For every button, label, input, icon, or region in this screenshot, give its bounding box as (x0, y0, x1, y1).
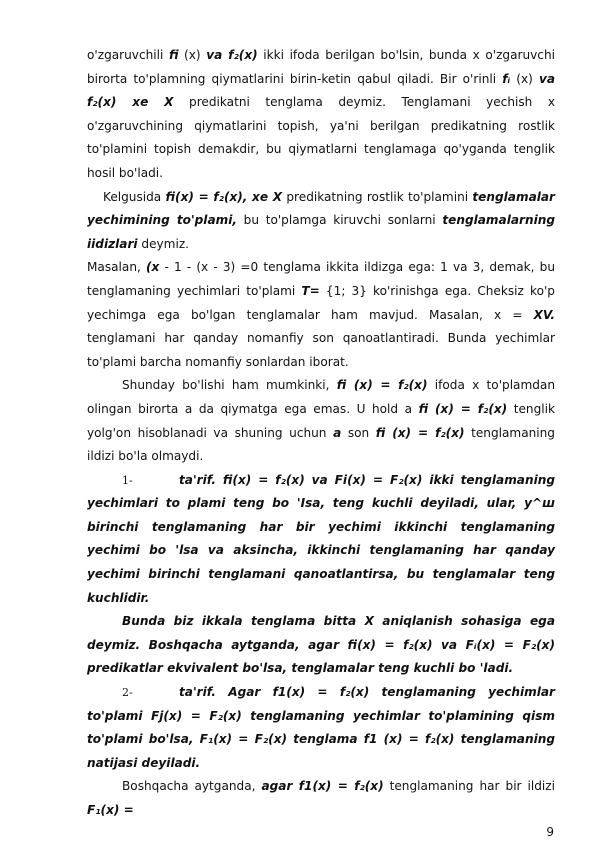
definition-text: ta'rif. Agar f1(x) = f₂(x) tenglamaning yechimlar to'plami Fj(x) = F₂(x) tenglamaning yechimlar to'plamining qism to'plami bo'lsa, F₁(x) = F₂(x) tenglama f1 (x) = f₂(x) tenglamaning natijasi deyiladi. (87, 685, 555, 770)
paragraph-equation-definition: o'zgaruvchili fi (x) va f₂(x) ikki ifoda berilgan bo'lsin, bunda x o'zgaruvchi birorta to'plamning qiymatlarini birin-ketin qabul qiladi. Bir o'rinli fᵢ (x) va f₂(x) xe X predikatni tenglama deymiz. Tenglamani yechish x o'zgaruvchining qiymatlarini topish, ya'ni berilgan predikatning rostlik to'plamini topish demakdir, bu qiymatlarni tenglamaga qo'yganda tenglik hosil bo'ladi. (87, 48, 555, 180)
definition-1 (87, 469, 555, 611)
paragraph-no-value: Shunday bo'lishi ham mumkinki, fi (x) = f₂(x) ifoda x to'plamdan olingan birorta a da qiymatga ega emas. U hold a fi (x) = f₂(x) tenglik yolg'on hisoblanadi va shuning uchun a son fi (x) = f₂(x) tenglamaning ildizi bo'la olmaydi. (87, 378, 555, 464)
paragraph-example: Masalan, (x - 1 - (x - 3) =0 tenglama ikkita ildizga ega: 1 va 3, demak, bu tenglamaning yechimlari to'plami T= {1; 3} ko'rinishga ega. Cheksiz ko'p yechimga ega bo'lgan tenglamalar ham mavjud. Masalan, x = XV. tenglamani har qanday nomanfiy son qanoatlantiradi. Bunda yechimlar to'plami barcha nomanfiy sonlardan iborat. (87, 260, 555, 369)
paragraph-consequence: Boshqacha aytganda, agar f1(x) = f₂(x) tenglamaning har bir ildizi F₁(x) = (87, 779, 555, 817)
page-content (87, 44, 555, 823)
definition-number: 1- (122, 473, 133, 487)
paragraph-solution-set: Kelgusida fi(x) = f₂(x), xe X predikatning rostlik to'plamini tenglamalar yechimining to'plami, bu to'plamga kiruvchi sonlarni tenglamalarning iidizlari deymiz. (87, 189, 555, 251)
page-number: 9 (546, 825, 554, 839)
paragraph-domain-note: Bunda biz ikkala tenglama bitta X aniqlanish sohasiga ega deymiz. Boshqacha aytganda, agar fi(x) = f₂(x) va Fᵢ(x) = F₂(x) predikatlar ekvivalent bo'lsa, tenglamalar teng kuchli bo 'ladi. (87, 614, 555, 676)
definition-number: 2- (122, 686, 133, 700)
definition-text: ta'rif. fi(x) = f₂(x) va Fi(x) = F₂(x) ikki tenglamaning yechimlari to plami teng bo 'Isa, teng kuchli deyiladi, ular, y^ш birinchi tenglamaning har bir yechimi ikkinchi tenglamaning yechimi bo 'lsa va aksincha, ikkinchi tenglamaning har qanday yechimi birinchi tenglamani qanoatlantirsa, bu tenglamalar teng kuchlidir. (87, 472, 555, 605)
definition-2 (87, 681, 555, 775)
